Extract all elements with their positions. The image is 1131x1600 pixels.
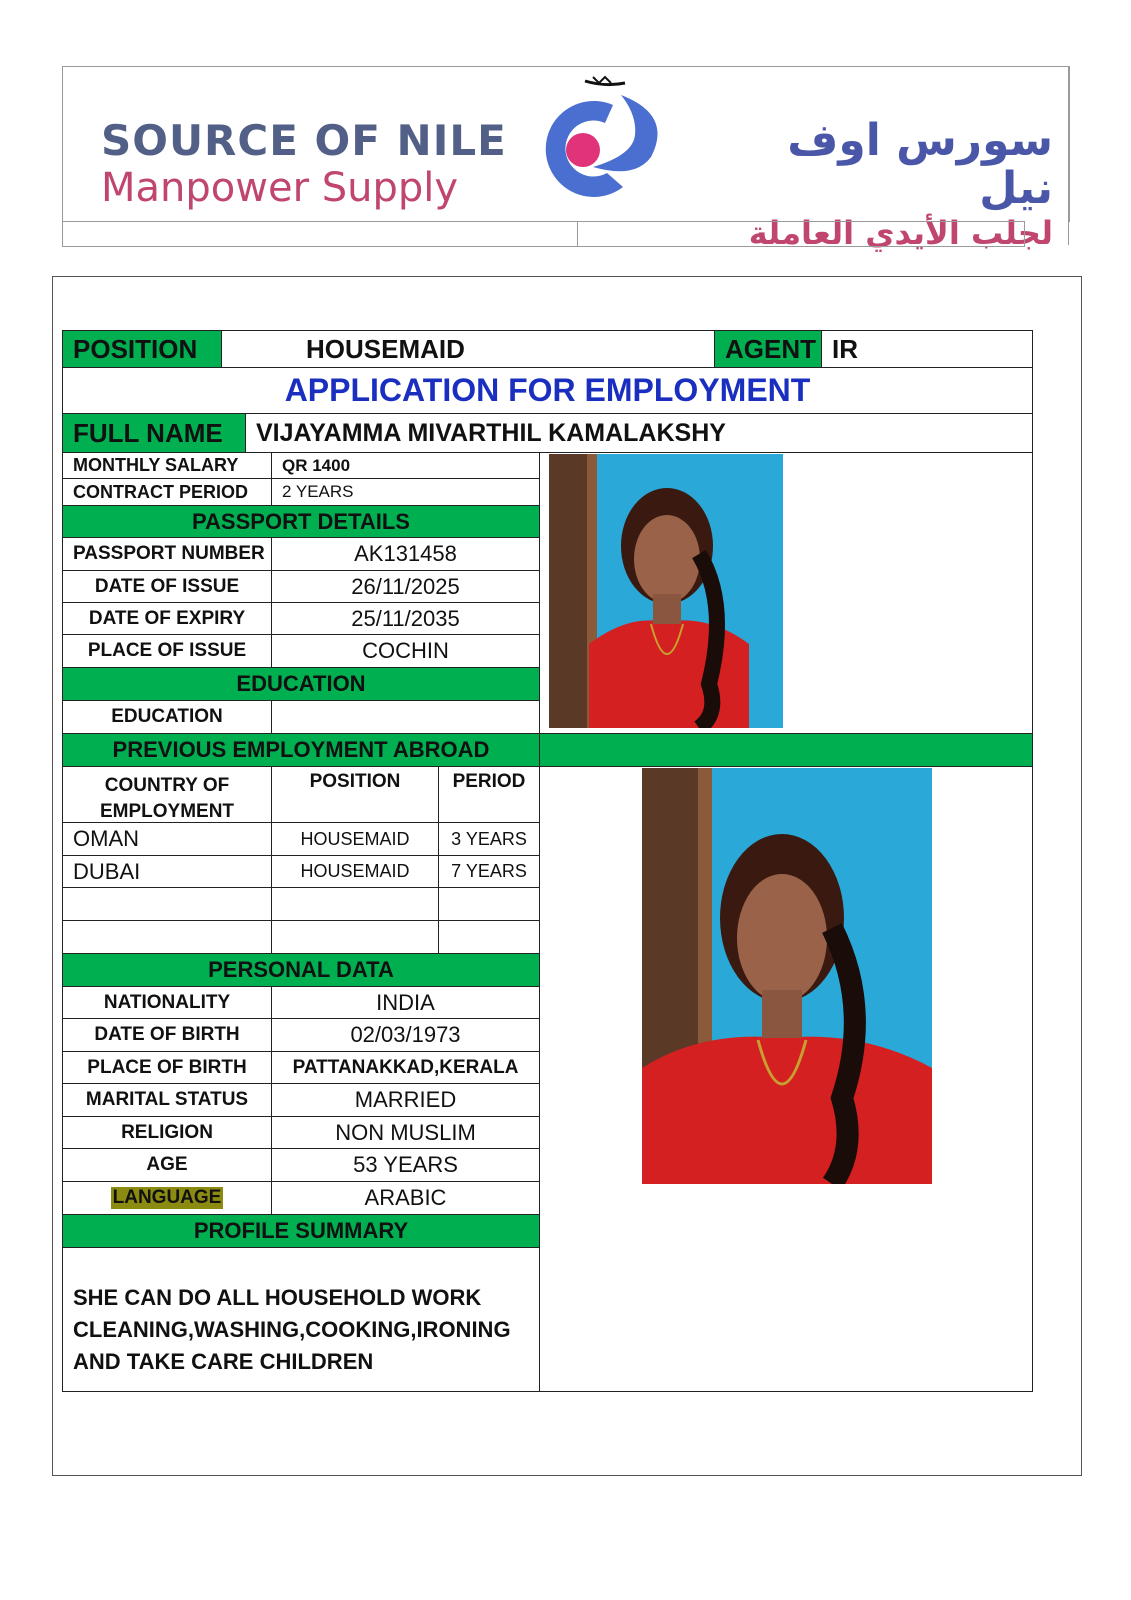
employment-row-3-period — [438, 887, 540, 921]
employment-header-extension — [539, 733, 1033, 767]
employment-col-position: POSITION — [271, 766, 439, 823]
profile-section-header: PROFILE SUMMARY — [62, 1214, 540, 1248]
employment-row-1-position: HOUSEMAID — [271, 822, 439, 856]
religion-label: RELIGION — [62, 1116, 272, 1149]
employment-row-3-country — [62, 887, 272, 921]
employment-row-4-country — [62, 920, 272, 954]
company-logo-icon — [523, 75, 673, 215]
place-of-issue-label: PLACE OF ISSUE — [62, 634, 272, 668]
employment-col-country: COUNTRY OF EMPLOYMENT — [62, 766, 272, 823]
date-of-expiry-label: DATE OF EXPIRY — [62, 602, 272, 635]
date-of-birth-value: 02/03/1973 — [271, 1018, 540, 1052]
employment-row-1-period: 3 YEARS — [438, 822, 540, 856]
date-of-birth-label: DATE OF BIRTH — [62, 1018, 272, 1052]
agent-value: IR — [821, 330, 1033, 368]
nationality-value: INDIA — [271, 986, 540, 1019]
monthly-salary-value: QR 1400 — [271, 452, 540, 479]
employment-row-4-period — [438, 920, 540, 954]
education-label: EDUCATION — [62, 700, 272, 734]
agent-label: AGENT — [714, 330, 822, 368]
company-name-line2: Manpower Supply — [101, 165, 459, 211]
full-name-label: FULL NAME — [62, 413, 246, 453]
company-name-arabic-line1: سورس اوف نيل — [787, 115, 1053, 214]
employment-row-3-position — [271, 887, 439, 921]
language-value: ARABIC — [271, 1181, 540, 1215]
applicant-photo-full — [642, 768, 932, 1184]
language-label: LANGUAGE — [112, 1187, 222, 1208]
profile-summary-line1: SHE CAN DO ALL HOUSEHOLD WORK — [73, 1285, 482, 1310]
employment-row-2-position: HOUSEMAID — [271, 855, 439, 888]
age-label: AGE — [62, 1148, 272, 1182]
place-of-birth-value: PATTANAKKAD,KERALA — [271, 1051, 540, 1084]
applicant-photo-portrait — [549, 454, 783, 728]
position-label: POSITION — [62, 330, 222, 368]
banner-underline-cells — [62, 221, 1102, 247]
profile-summary-text — [62, 1247, 540, 1392]
religion-value: NON MUSLIM — [271, 1116, 540, 1149]
company-name-english — [101, 116, 507, 211]
education-section-header: EDUCATION — [62, 667, 540, 701]
nationality-label: NATIONALITY — [62, 986, 272, 1019]
company-name-line1: SOURCE OF NILE — [101, 116, 507, 165]
age-value: 53 YEARS — [271, 1148, 540, 1182]
passport-number-label: PASSPORT NUMBER — [62, 537, 272, 571]
date-of-issue-label: DATE OF ISSUE — [62, 570, 272, 603]
contract-period-value: 2 YEARS — [271, 478, 540, 506]
employment-row-2-country: DUBAI — [62, 855, 272, 888]
full-name-value: VIJAYAMMA MIVARTHIL KAMALAKSHY — [245, 413, 1033, 453]
marital-status-label: MARITAL STATUS — [62, 1083, 272, 1117]
place-of-birth-label: PLACE OF BIRTH — [62, 1051, 272, 1084]
form-title: APPLICATION FOR EMPLOYMENT — [62, 367, 1033, 414]
profile-summary-line2: CLEANING,WASHING,COOKING,IRONING — [73, 1317, 511, 1342]
employment-section-header: PREVIOUS EMPLOYMENT ABROAD — [62, 733, 540, 767]
monthly-salary-label: MONTHLY SALARY — [62, 452, 272, 479]
education-value — [271, 700, 540, 734]
employment-row-1-country: OMAN — [62, 822, 272, 856]
employment-row-4-position — [271, 920, 439, 954]
date-of-issue-value: 26/11/2025 — [271, 570, 540, 603]
employment-row-2-period: 7 YEARS — [438, 855, 540, 888]
contract-period-label: CONTRACT PERIOD — [62, 478, 272, 506]
date-of-expiry-value: 25/11/2035 — [271, 602, 540, 635]
passport-number-value: AK131458 — [271, 537, 540, 571]
language-label-cell — [62, 1181, 272, 1215]
passport-section-header: PASSPORT DETAILS — [62, 505, 540, 538]
position-value: HOUSEMAID — [221, 330, 715, 368]
company-banner — [62, 66, 1070, 252]
place-of-issue-value: COCHIN — [271, 634, 540, 668]
marital-status-value: MARRIED — [271, 1083, 540, 1117]
employment-col-period: PERIOD — [438, 766, 540, 823]
personal-section-header: PERSONAL DATA — [62, 953, 540, 987]
company-name-arabic-line2: لجلب الأيدي العاملة — [748, 214, 1053, 252]
profile-summary-line3: AND TAKE CARE CHILDREN — [73, 1349, 374, 1374]
